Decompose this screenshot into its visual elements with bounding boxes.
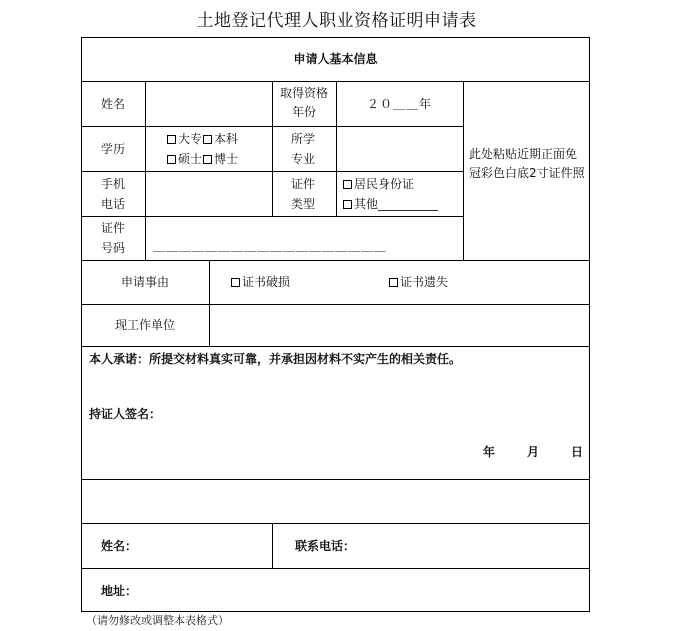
rule bbox=[81, 568, 590, 569]
section-basic-header: 申请人基本信息 bbox=[293, 52, 378, 66]
label-workplace: 现工作单位 bbox=[114, 318, 175, 332]
reason-option-lost bbox=[389, 272, 448, 292]
id-opt-label: 居民身份证 bbox=[354, 177, 415, 191]
edu-opt-label: 本科 bbox=[214, 132, 239, 146]
reason-opt-label: 证书遗失 bbox=[400, 275, 449, 289]
edu-opt-label: 硕士 bbox=[178, 152, 203, 166]
signature-label: 持证人签名： bbox=[89, 407, 162, 421]
rule bbox=[81, 260, 590, 261]
border-top bbox=[81, 37, 590, 38]
rule bbox=[209, 260, 210, 347]
mail-phone-label: 联系电话： bbox=[295, 539, 356, 553]
id-type-options bbox=[343, 174, 461, 214]
label-mobile: 手机电话 bbox=[100, 177, 125, 211]
id-opt-label: 其他__________ bbox=[354, 197, 439, 211]
year-value[interactable]: ２０＿＿年 bbox=[366, 97, 432, 111]
reason-option-damaged bbox=[231, 272, 290, 292]
checkbox-lost[interactable] bbox=[389, 278, 398, 287]
date-day: 日 bbox=[571, 445, 584, 459]
checkbox-bachelor[interactable] bbox=[203, 135, 212, 144]
id-number-blank[interactable]: ＿＿＿＿＿＿＿＿＿＿＿＿＿＿＿＿＿＿ bbox=[153, 239, 388, 253]
label-reason: 申请事由 bbox=[120, 275, 169, 289]
label-education: 学历 bbox=[100, 142, 125, 156]
label-name: 姓名 bbox=[100, 97, 125, 111]
education-options bbox=[167, 129, 267, 169]
checkbox-master[interactable] bbox=[167, 155, 176, 164]
edu-opt-label: 博士 bbox=[214, 152, 239, 166]
border-right bbox=[589, 37, 590, 612]
date-month: 月 bbox=[527, 445, 540, 459]
pledge-text: 本人承诺：所提交材料真实可靠，并承担因材料不实产生的相关责任。 bbox=[89, 352, 462, 366]
checkbox-junior-college[interactable] bbox=[167, 135, 176, 144]
checkbox-doctor[interactable] bbox=[203, 155, 212, 164]
label-id-type: 证件类型 bbox=[290, 177, 315, 211]
rule bbox=[81, 479, 590, 480]
form-title: 土地登记代理人职业资格证明申请表 bbox=[196, 11, 477, 31]
label-major: 所学专业 bbox=[290, 132, 315, 166]
photo-note: 此处粘贴近期正面免冠彩色白底2寸证件照 bbox=[469, 147, 585, 180]
rule bbox=[81, 523, 590, 524]
rule bbox=[272, 81, 273, 216]
checkbox-damaged[interactable] bbox=[231, 278, 240, 287]
rule bbox=[272, 523, 273, 569]
edu-opt-label: 大专 bbox=[178, 132, 203, 146]
footer-note: （请勿修改或调整本表格式） bbox=[86, 614, 229, 627]
checkbox-resident-id[interactable] bbox=[343, 180, 352, 189]
rule bbox=[145, 81, 146, 261]
mail-name-label: 姓名： bbox=[101, 539, 138, 553]
date-year: 年 bbox=[483, 445, 496, 459]
application-form bbox=[81, 37, 590, 612]
mail-address-label: 地址： bbox=[101, 584, 138, 598]
rule bbox=[81, 346, 590, 347]
rule bbox=[463, 81, 464, 261]
rule bbox=[81, 304, 590, 305]
label-acquire-year: 取得资格年份 bbox=[279, 86, 328, 119]
label-id-number: 证件号码 bbox=[100, 221, 125, 255]
checkbox-other-id[interactable] bbox=[343, 200, 352, 209]
rule bbox=[81, 216, 463, 217]
reason-opt-label: 证书破损 bbox=[242, 275, 291, 289]
